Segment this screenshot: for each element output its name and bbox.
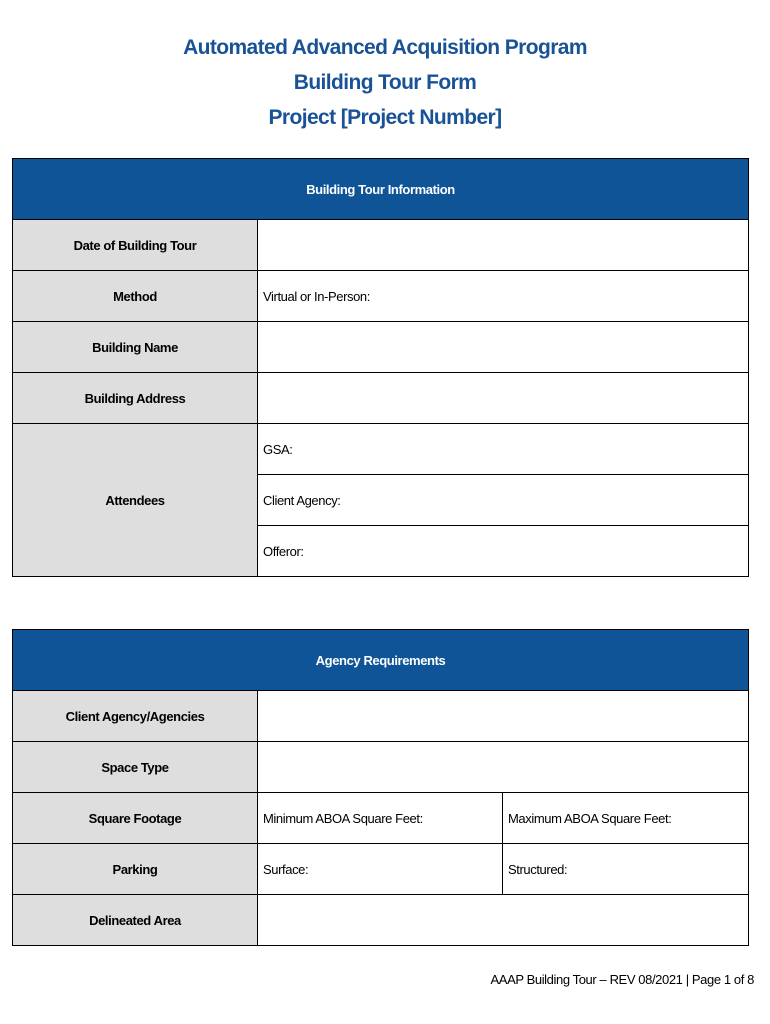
agency-requirements-header: Agency Requirements [13,630,749,691]
space-type-field[interactable] [258,742,749,793]
parking-surface-field[interactable]: Surface: [258,844,503,895]
attendees-client-agency-field[interactable]: Client Agency: [258,475,749,526]
title-line-form: Building Tour Form [293,71,477,94]
client-agency-field[interactable] [258,691,749,742]
min-square-feet-field[interactable]: Minimum ABOA Square Feet: [258,793,503,844]
delineated-area-label: Delineated Area [13,895,258,946]
method-field[interactable]: Virtual or In-Person: [258,271,749,322]
date-of-tour-label: Date of Building Tour [13,220,258,271]
parking-structured-field[interactable]: Structured: [503,844,749,895]
page-footer: AAAP Building Tour – REV 08/2021 | Page 1 of 8 [490,972,754,987]
building-name-label: Building Name [13,322,258,373]
delineated-area-field[interactable] [258,895,749,946]
method-label: Method [13,271,258,322]
attendees-label: Attendees [13,424,258,577]
date-of-tour-field[interactable] [258,220,749,271]
attendees-gsa-field[interactable]: GSA: [258,424,749,475]
building-address-field[interactable] [258,373,749,424]
building-tour-header: Building Tour Information [13,159,749,220]
building-name-field[interactable] [258,322,749,373]
agency-requirements-table [12,629,749,946]
title-line-program: Automated Advanced Acquisition Program [183,36,587,59]
client-agency-label: Client Agency/Agencies [13,691,258,742]
space-type-label: Space Type [13,742,258,793]
building-address-label: Building Address [13,373,258,424]
max-square-feet-field[interactable]: Maximum ABOA Square Feet: [503,793,749,844]
attendees-offeror-field[interactable]: Offeror: [258,526,749,577]
document-title [0,30,770,135]
square-footage-label: Square Footage [13,793,258,844]
title-line-project: Project [Project Number] [268,106,502,129]
parking-label: Parking [13,844,258,895]
building-tour-table [12,158,749,577]
